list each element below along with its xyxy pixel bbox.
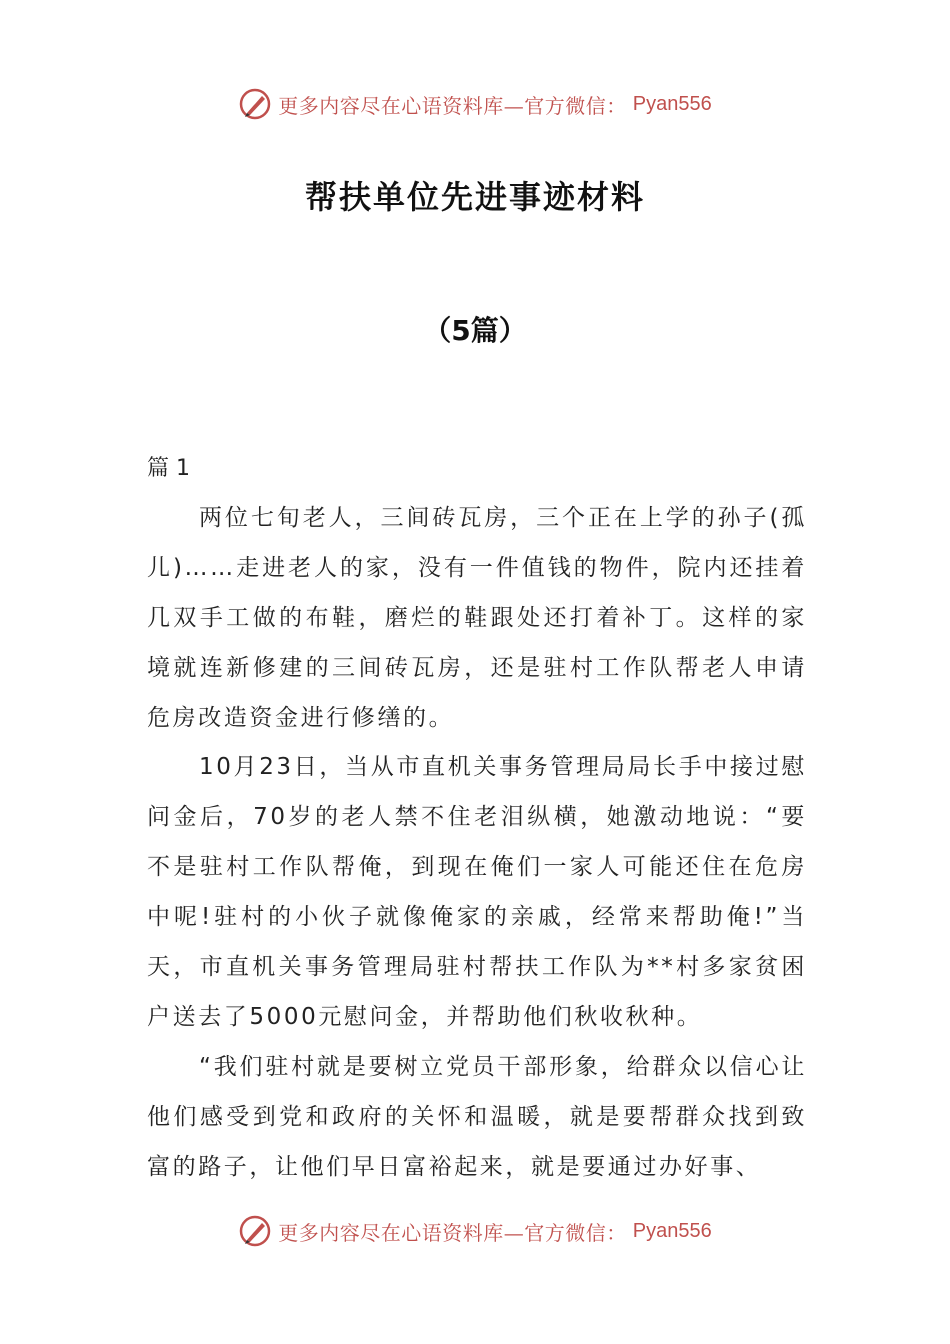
header-banner-text: 更多内容尽在心语资料库—官方微信：	[278, 93, 627, 118]
footer-banner	[0, 1211, 950, 1251]
header-wechat-id: Pyan556	[632, 92, 712, 115]
pen-circle-logo-icon	[238, 87, 272, 121]
pen-circle-logo-icon	[238, 1214, 272, 1248]
document-subtitle: （5篇）	[423, 314, 527, 347]
footer-banner-text: 更多内容尽在心语资料库—官方微信：	[278, 1220, 627, 1245]
paragraph-2: 10月23日，当从市直机关事务管理局局长手中接过慰问金后，70岁的老人禁不住老泪纵横，她激动地说：“要不是驻村工作队帮俺，到现在俺们一家人可能还住在危房中呢!驻村的小伙子就像俺家的亲戚，经常来帮助俺!”当天，市直机关事务管理局驻村帮扶工作队为**村多家贫困户送去了5000元慰问金，并帮助他们秋收秋种。	[147, 754, 807, 1030]
paragraph-1: 两位七旬老人，三间砖瓦房，三个正在上学的孙子(孤儿)……走进老人的家，没有一件值钱的物件，院内还挂着几双手工做的布鞋，磨烂的鞋跟处还打着补丁。这样的家境就连新修建的三间砖瓦房，还是驻村工作队帮老人申请危房改造资金进行修缮的。	[147, 505, 807, 731]
header-banner	[0, 84, 950, 124]
section-label: 篇 1	[147, 456, 190, 481]
paragraph-3: “我们驻村就是要树立党员干部形象，给群众以信心让他们感受到党和政府的关怀和温暖，就是要帮群众找到致富的路子，让他们早日富裕起来，就是要通过办好事、	[147, 1054, 807, 1180]
document-title: 帮扶单位先进事迹材料	[304, 178, 645, 216]
footer-wechat-id: Pyan556	[632, 1219, 712, 1242]
